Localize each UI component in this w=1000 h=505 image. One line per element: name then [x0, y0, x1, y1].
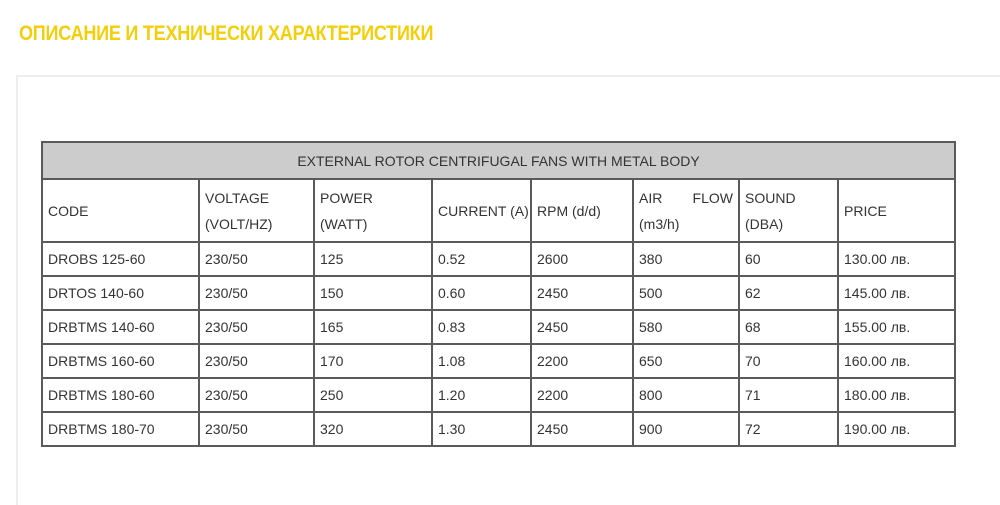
cell-air-flow: 580	[633, 310, 739, 344]
header-rpm: RPM (d/d)	[531, 179, 633, 242]
spec-table	[41, 141, 956, 447]
cell-price: 145.00 лв.	[838, 276, 955, 310]
table-header-row	[42, 179, 955, 242]
cell-sound: 71	[739, 378, 838, 412]
header-air-flow: AIR FLOW (m3/h)	[633, 179, 739, 242]
header-voltage: VOLTAGE (VOLT/HZ)	[199, 179, 314, 242]
header-code: CODE	[42, 179, 199, 242]
cell-code: DRBTMS 180-70	[42, 412, 199, 446]
table-caption: EXTERNAL ROTOR CENTRIFUGAL FANS WITH METAL BODY	[42, 142, 955, 179]
cell-code: DRBTMS 160-60	[42, 344, 199, 378]
cell-price: 190.00 лв.	[838, 412, 955, 446]
header-power: POWER (WATT)	[314, 179, 432, 242]
table-row	[42, 378, 955, 412]
cell-voltage: 230/50	[199, 276, 314, 310]
cell-power: 125	[314, 242, 432, 276]
cell-current: 0.83	[432, 310, 531, 344]
cell-price: 130.00 лв.	[838, 242, 955, 276]
cell-power: 150	[314, 276, 432, 310]
cell-current: 1.08	[432, 344, 531, 378]
cell-price: 160.00 лв.	[838, 344, 955, 378]
cell-code: DRTOS 140-60	[42, 276, 199, 310]
header-sound: SOUND (DBA)	[739, 179, 838, 242]
cell-current: 1.20	[432, 378, 531, 412]
table-caption-row	[42, 142, 955, 179]
cell-code: DRBTMS 140-60	[42, 310, 199, 344]
cell-rpm: 2200	[531, 378, 633, 412]
table-row	[42, 276, 955, 310]
cell-rpm: 2450	[531, 310, 633, 344]
cell-current: 0.60	[432, 276, 531, 310]
cell-sound: 60	[739, 242, 838, 276]
section-title: ОПИСАНИЕ И ТЕХНИЧЕСКИ ХАРАКТЕРИСТИКИ	[19, 22, 434, 45]
header-current: CURRENT (A)	[432, 179, 531, 242]
cell-voltage: 230/50	[199, 344, 314, 378]
cell-voltage: 230/50	[199, 242, 314, 276]
cell-power: 250	[314, 378, 432, 412]
cell-air-flow: 900	[633, 412, 739, 446]
cell-power: 170	[314, 344, 432, 378]
cell-sound: 62	[739, 276, 838, 310]
cell-sound: 70	[739, 344, 838, 378]
cell-voltage: 230/50	[199, 412, 314, 446]
cell-sound: 68	[739, 310, 838, 344]
cell-rpm: 2200	[531, 344, 633, 378]
table-row	[42, 412, 955, 446]
cell-rpm: 2450	[531, 276, 633, 310]
cell-voltage: 230/50	[199, 378, 314, 412]
table-row	[42, 344, 955, 378]
table-row	[42, 310, 955, 344]
cell-current: 1.30	[432, 412, 531, 446]
cell-air-flow: 800	[633, 378, 739, 412]
cell-rpm: 2450	[531, 412, 633, 446]
cell-price: 180.00 лв.	[838, 378, 955, 412]
cell-air-flow: 500	[633, 276, 739, 310]
cell-air-flow: 650	[633, 344, 739, 378]
cell-voltage: 230/50	[199, 310, 314, 344]
cell-sound: 72	[739, 412, 838, 446]
cell-current: 0.52	[432, 242, 531, 276]
cell-power: 320	[314, 412, 432, 446]
cell-code: DROBS 125-60	[42, 242, 199, 276]
cell-price: 155.00 лв.	[838, 310, 955, 344]
cell-air-flow: 380	[633, 242, 739, 276]
cell-code: DRBTMS 180-60	[42, 378, 199, 412]
cell-rpm: 2600	[531, 242, 633, 276]
table-row	[42, 242, 955, 276]
header-price: PRICE	[838, 179, 955, 242]
cell-power: 165	[314, 310, 432, 344]
